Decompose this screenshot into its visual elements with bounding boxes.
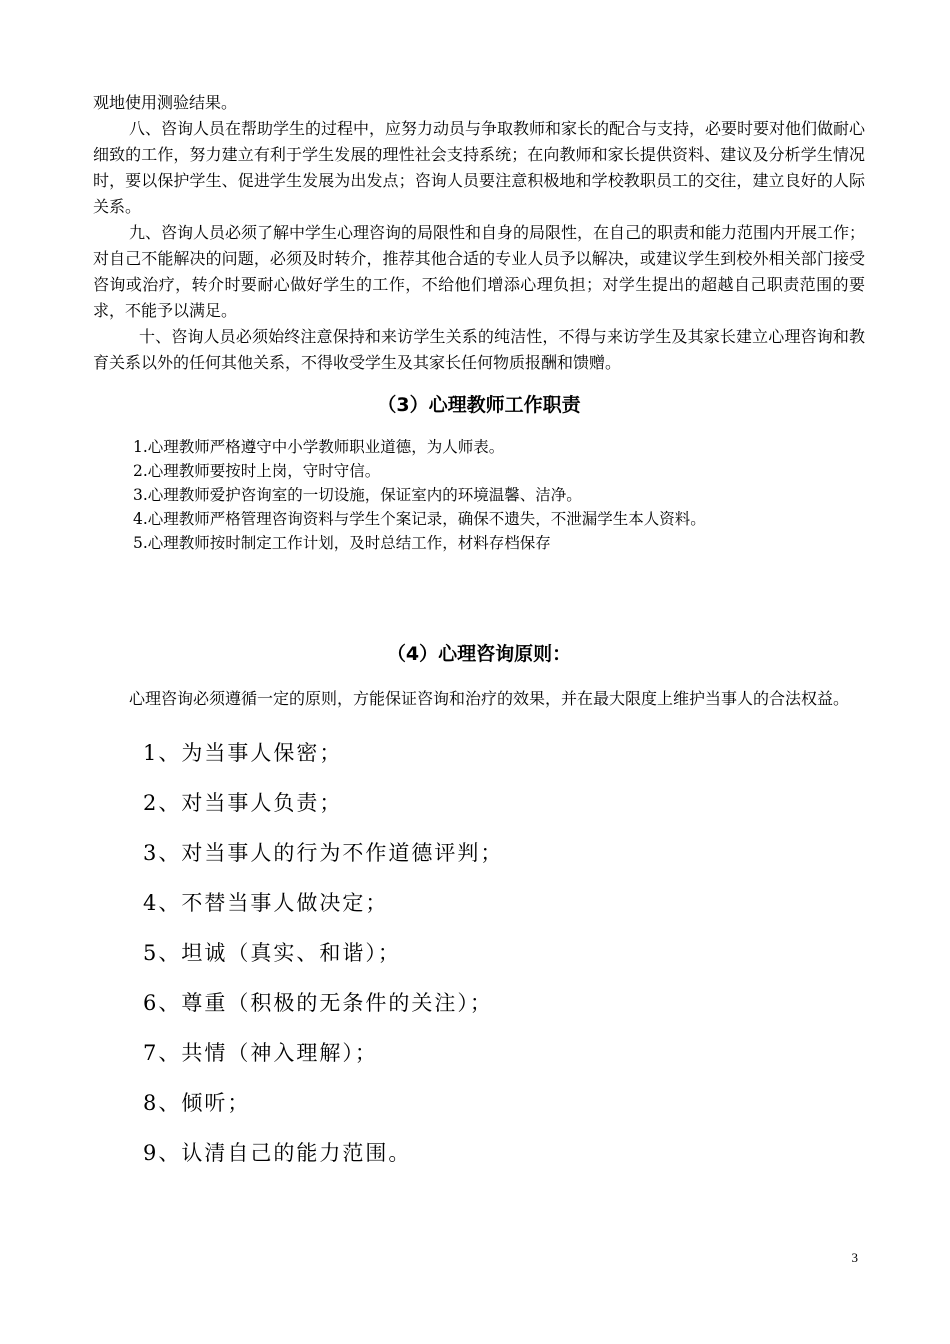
principle-item: 8、倾听； [143,1091,251,1115]
page-number: 3 [851,1250,858,1265]
section-4-intro: 心理咨询必须遵循一定的原则，方能保证咨询和治疗的效果，并在最大限度上维护当事人的合法权益。 [129,689,850,708]
duty-item: 3.心理教师爱护咨询室的一切设施，保证室内的环境温馨、洁净。 [133,486,582,504]
section-4-title: （4）心理咨询原则： [386,643,572,665]
section-3-title: （3）心理教师工作职责 [377,394,581,416]
principle-item: 1、为当事人保密； [143,741,343,765]
duty-item: 1.心理教师严格遵守中小学教师职业道德，为人师表。 [133,438,505,456]
principle-item: 2、对当事人负责； [143,791,343,815]
rule-nine: 九、咨询人员必须了解中学生心理咨询的局限性和自身的局限性，在自己的职责和能力范围内开展工作；对自己不能解决的问题，必须及时转介，推荐其他合适的专业人员予以解决，或建议学生到校外相关部门接受咨询或治疗，转介时要耐心做好学生的工作，不给他们增添心理负担；对学生提出的超越自己职责范围的要求，不能予以满足。 [93,223,866,320]
page-content [93,90,865,1178]
principle-item: 5、坦诚（真实、和谐）； [143,941,401,965]
rule-ten: 十、咨询人员必须始终注意保持和来访学生关系的纯洁性，不得与来访学生及其家长建立心理咨询和教育关系以外的任何其他关系，不得收受学生及其家长任何物质报酬和馈赠。 [93,327,865,372]
principle-item: 9、认清自己的能力范围。 [143,1141,412,1165]
principles-list [93,728,865,1178]
duty-item: 2.心理教师要按时上岗，守时守信。 [133,462,381,480]
teacher-duties-list [93,435,865,555]
continuation-text: 观地使用测验结果。 [93,93,238,112]
duty-item: 5.心理教师按时制定工作计划，及时总结工作，材料存档保存 [133,534,551,552]
principle-item: 4、不替当事人做决定； [143,891,389,915]
principle-item: 7、共情（神入理解）； [143,1041,378,1065]
duty-item: 4.心理教师严格管理咨询资料与学生个案记录，确保不遗失，不泄漏学生本人资料。 [133,510,706,528]
principle-item: 3、对当事人的行为不作道德评判； [143,841,504,865]
principle-item: 6、尊重（积极的无条件的关注）； [143,991,493,1015]
rule-eight: 八、咨询人员在帮助学生的过程中，应努力动员与争取教师和家长的配合与支持，必要时要对他们做耐心细致的工作，努力建立有利于学生发展的理性社会支持系统；在向教师和家长提供资料、建议及分析学生情况时，要以保护学生、促进学生发展为出发点；咨询人员要注意积极地和学校教职员工的交往，建立良好的人际关系。 [93,119,866,216]
